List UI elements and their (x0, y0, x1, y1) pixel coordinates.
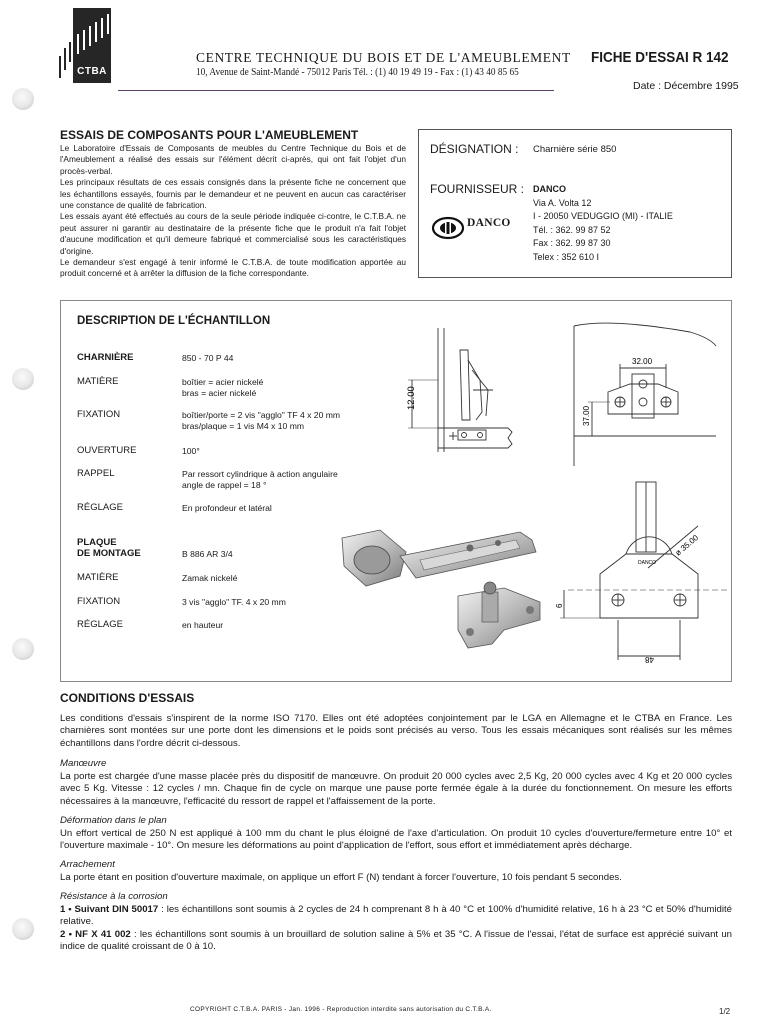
supplier-name: DANCO (533, 184, 566, 194)
spec-label: MATIÈRE (77, 572, 119, 583)
supplier-label: FOURNISSEUR : (430, 182, 525, 196)
dimension-label: ø 35.00 (673, 533, 701, 558)
corrosion-item-2 (60, 929, 732, 954)
danco-logo-text: DANCO (467, 217, 511, 229)
spec-value: en hauteur (182, 620, 224, 630)
hinge-side-drawing (398, 320, 528, 460)
org-name: CENTRE TECHNIQUE DU BOIS ET DE L'AMEUBLEMENT (196, 50, 571, 65)
punch-hole (12, 638, 34, 660)
supplier-phone: Tél. : 362. 99 87 52 (533, 224, 611, 235)
spec-value: B 886 AR 3/4 (182, 549, 233, 559)
spec-label: DE MONTAGE (77, 548, 141, 559)
spec-value: 850 - 70 P 44 (182, 353, 234, 363)
corrosion-item-2-text: : les échantillons sont soumis à un brouillard de solution saline à 5% et 35 °C. A l'issue de l'essai, l'état de surface est apprécié suivant un indice de qualité croissant de 0 à 10. (60, 929, 732, 953)
conditions-title: CONDITIONS D'ESSAIS (60, 691, 195, 705)
spec-value: bras/plaque = 1 vis M4 x 10 mm (182, 421, 305, 431)
dimension-label: 37.00 (582, 405, 591, 426)
corrosion-item-1-standard: 1 • Suivant DIN 50017 (60, 904, 159, 915)
dimension-label: 6 (555, 603, 564, 608)
hinge-cup-drawing (548, 480, 728, 670)
description-title: DESCRIPTION DE L'ÉCHANTILLON (77, 315, 271, 327)
spec-value: 100° (182, 446, 200, 456)
spec-value: angle de rappel = 18 ° (182, 480, 267, 490)
intro-paragraph: Les essais ayant été effectués au cours de la seule période indiquée ci-contre, le C.T.B.A. ne peut assurer ni garantir au destinataire de la présente fiche que le produit n'a fait l'objet d'aucune modification et qu'il demeure fabriqué et commercialisé sous les caractéristiques d'origine. (60, 211, 406, 256)
intro-paragraph: Les principaux résultats de ces essais consignés dans la présente fiche ne concernent que les échantillons essayés, fournis par le demandeur et ne peuvent en aucun cas caractériser une constance de qualité de fabrication. (60, 177, 406, 211)
spec-label: CHARNIÈRE (77, 352, 134, 363)
intro-body (60, 143, 406, 280)
arrachement-title: Arrachement (60, 859, 115, 870)
manoeuvre-text: La porte est chargée d'une masse placée près du dispositif de manœuvre. On produit 20 000 cycles avec 2,5 Kg, 20 000 cycles avec 4 Kg et 20 000 cycles avec 5 Kg. Vitesse : 12 cycles / mn. Chaque fin de cycle on marque une pause porte fermée égale à la durée du fonctionnement. On mesure les efforts nécessaires à la manœuvre, l'efficacité du ressort de rappel et l'affaissement de la porte. (60, 771, 732, 807)
supplier-city: I - 20050 VEDUGGIO (MI) - ITALIE (533, 211, 673, 221)
danco-logo (431, 214, 521, 242)
punch-hole (12, 368, 34, 390)
spec-value: boîtier/porte = 2 vis "agglo" TF 4 x 20 mm (182, 410, 341, 420)
conditions-intro: Les conditions d'essais s'inspirent de la norme ISO 7170. Elles ont été adoptées conjointement par le LGA en Allemagne et le CTBA en France. Les charnières sont montées sur une porte dont les dimensions et le poids sont précisés au verso. Tous les essais mécaniques sont réalisés sur les mêmes échantillons dans l'ordre décrit ci-dessous. (60, 713, 732, 749)
drawing-brand-text: DANCO (638, 560, 657, 566)
sheet-title: FICHE D'ESSAI R 142 (591, 49, 729, 66)
footer-copyright: COPYRIGHT C.T.B.A. PARIS - Jan. 1996 - Reproduction interdite sans autorisation du C.T.B.A. (190, 1006, 492, 1013)
spec-label: RAPPEL (77, 468, 115, 479)
ctba-logo (58, 8, 111, 83)
sheet-date: Date : Décembre 1995 (633, 80, 739, 92)
dimension-label: 32.00 (632, 357, 653, 366)
header-rule (118, 90, 554, 91)
supplier-address: Via A. Volta 12 (533, 197, 592, 208)
spec-label: FIXATION (77, 409, 121, 420)
intro-paragraph: Le Laboratoire d'Essais de Composants de meubles du Centre Technique du Bois et de l'Ameublement a réalisé des essais sur l'élément décrit ci-après, qui ont fait l'objet d'un procès-verbal. (60, 143, 406, 176)
spec-value: boîtier = acier nickelé (182, 377, 264, 387)
supplier-telex: Telex : 352 610 I (533, 251, 600, 262)
spec-label: PLAQUE (77, 537, 117, 548)
designation-label: DÉSIGNATION : (430, 142, 519, 156)
dimension-label: 48 (645, 655, 654, 664)
page-number: 1/2 (719, 1007, 731, 1016)
spec-value: bras = acier nickelé (182, 388, 257, 398)
logo-text: CTBA (77, 66, 107, 77)
org-address: 10, Avenue de Saint-Mandé - 75012 Paris Tél. : (1) 40 19 49 19 - Fax : (1) 43 40 85 65 (196, 67, 519, 78)
spec-label: MATIÈRE (77, 376, 119, 387)
mounting-plate-top-drawing (570, 316, 720, 476)
intro-title: ESSAIS DE COMPOSANTS POUR L'AMEUBLEMENT (60, 128, 359, 142)
spec-value: Par ressort cylindrique à action angulaire (182, 469, 338, 479)
supplier-fax: Fax : 362. 99 87 30 (533, 238, 611, 248)
arrachement-text: La porte étant en position d'ouverture maximale, on applique un effort F (N) tendant à forcer l'ouverture, 10 fois pendant 5 secondes. (60, 872, 622, 883)
spec-value: Zamak nickelé (182, 573, 238, 583)
spec-value: 3 vis "agglo" TF. 4 x 20 mm (182, 597, 286, 607)
hinge-photo (336, 526, 546, 654)
punch-hole (12, 918, 34, 940)
corrosion-item-2-standard: 2 • NF X 41 002 (60, 929, 131, 940)
spec-value: En profondeur et latéral (182, 503, 272, 513)
designation-value: Charnière série 850 (533, 144, 617, 155)
spec-label: RÉGLAGE (77, 619, 123, 630)
deformation-title: Déformation dans le plan (60, 815, 167, 826)
spec-label: RÉGLAGE (77, 502, 123, 513)
corrosion-title: Résistance à la corrosion (60, 891, 168, 902)
corrosion-item-1 (60, 904, 732, 929)
dimension-label: 12.00 (406, 386, 417, 410)
intro-paragraph: Le demandeur s'est engagé à tenir informé le C.T.B.A. de toute modification apportée au produit concerné et à arrêter la diffusion de la fiche correspondante. (60, 257, 406, 279)
manoeuvre-title: Manœuvre (60, 758, 107, 769)
logo-bars-icon (58, 20, 74, 80)
corrosion-item-1-text: : les échantillons sont soumis à 2 cycles de 24 h comprenant 8 h à 40 °C et 100% d'humidité relative, 16 h à 23 °C et 50% d'humidité relative. (60, 904, 732, 928)
punch-hole (12, 88, 34, 110)
spec-label: FIXATION (77, 596, 121, 607)
deformation-text: Un effort vertical de 250 N est appliqué à 100 mm du chant le plus éloigné de l'axe d'articulation. On produit 10 cycles d'ouverture/fermeture entre 10° et l'ouverture maximale - 10°. On mesure les déformations au point d'application de l'effort, sous effort et immédiatement après décharge. (60, 828, 732, 852)
spec-label: OUVERTURE (77, 445, 137, 456)
